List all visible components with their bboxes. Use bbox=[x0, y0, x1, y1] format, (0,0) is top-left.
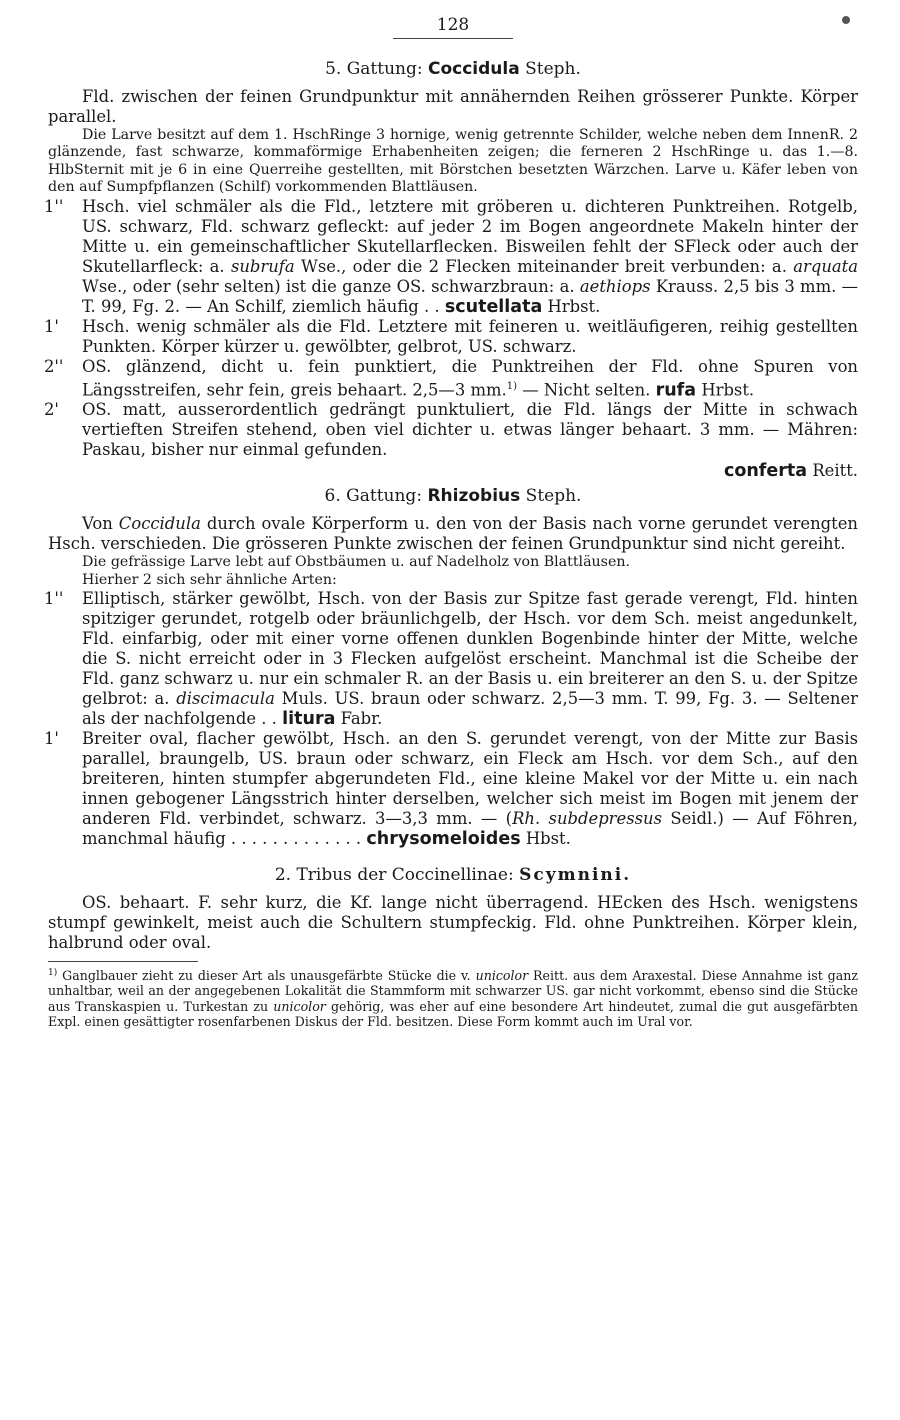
key-couplet-1a: 1'' Hsch. viel schmäler als die Fld., letztere mit gröberen u. dichteren Punktreihen. Rotgelb, US. schwarz, Fld. schwarz gefleckt: auf jeder 2 im Bogen angeordnete Makeln hinter der Mitte u. ein gemeinschaftlicher Skutellarflecken. Bisweilen fehlt der SFleck oder auch der Skutellarfleck: a. subrufa Wse., oder die 2 Flecken miteinander breit verbunden: a. arquata Wse., oder (sehr selten) ist die ganze OS. schwarzbraun: a. aethiops Krauss. 2,5 bis 3 mm. — T. 99, Fg. 2. — An Schilf, ziemlich häufig . . scutellata Hrbst. bbox=[44, 196, 859, 317]
couplet-number: 1'' bbox=[44, 196, 64, 216]
key-couplet-2a: 2'' OS. glänzend, dicht u. fein punktiert, die Punktreihen der Fld. ohne Spuren von Längsstreifen, sehr fein, greis behaart. 2,5—3 mm.$^{1)}$ — Nicht selten. rufa Hrbst. bbox=[44, 356, 858, 401]
couplet-number: 2' bbox=[44, 400, 59, 420]
genus-description: Fld. zwischen der feinen Grundpunktur mit annähernden Reihen grösserer Punkte. Körper parallel. bbox=[48, 87, 858, 126]
key-couplet-2b: 2' OS. matt, ausserordentlich gedrängt punktuliert, die Fld. längs der Mitte in schwach vertieften Streifen stehend, oben viel dichter u. etwas länger behaart. 3 mm. — Mähren: Paskau, bisher nur einmal gefunden. bbox=[44, 400, 858, 460]
species-name: scutellata bbox=[444, 296, 543, 317]
genus-name: Coccidula bbox=[428, 59, 520, 79]
larva-description: Die Larve besitzt auf dem 1. HschRinge 3 hornige, wenig getrennte Schilder, welche neben dem InnenR. 2 glänzende, fast schwarze, kommaförmige Erhabenheiten zeigen; die ferneren 2 HschRinge u. das 1.—8. HlbSternit mit je 6 in eine Querreihe gestellten, mit Börstchen besetzten Wärzchen. Larve u. Käfer leben von den auf Sumpfpflanzen (Schilf) vorkommenden Blattläusen. bbox=[48, 127, 858, 196]
couplet-number: 1' bbox=[44, 316, 59, 336]
footnote-mark: 1) bbox=[48, 967, 58, 978]
genus-heading-rhizobius: 6. Gattung: Rhizobius Steph. bbox=[324, 486, 582, 507]
tribus-heading: 2. Tribus der Coccinellinae: Scymnini. bbox=[274, 864, 632, 885]
couplet-number: 2'' bbox=[44, 356, 64, 376]
page-number: 128 bbox=[436, 15, 470, 35]
footnote-rule bbox=[48, 961, 198, 962]
couplet-number: 1'' bbox=[44, 588, 64, 608]
species-name: chrysomeloides bbox=[366, 828, 521, 849]
page-number-rule bbox=[393, 38, 513, 39]
tribus-description: OS. behaart. F. sehr kurz, die Kf. lange nicht überragend. HEcken des Hsch. wenigstens stumpf gewinkelt, meist auch die Schultern stumpfeckig. Fld. ohne Punktreihen. Körper klein, halbrund oder oval. bbox=[48, 892, 858, 952]
species-name: conferta bbox=[723, 461, 808, 482]
key-couplet-1b: 1' Hsch. wenig schmäler als die Fld. Letztere mit feineren u. weitläufigeren, reihig gestellten Punkten. Körper kürzer u. gewölbter, gelbrot, US. schwarz. bbox=[44, 316, 858, 356]
document-page bbox=[44, 14, 859, 1029]
species-intro: Hierher 2 sich sehr ähnliche Arten: bbox=[82, 571, 337, 588]
genus-name: Rhizobius bbox=[427, 486, 521, 507]
key-couplet-1b: 1' Breiter oval, flacher gewölbt, Hsch. an den S. gerundet verengt, von der Mitte zur Basis parallel, braungelb, US. braun oder schwarz, ein Fleck am Hsch. vor dem Sch., auf den breiteren, hinten stumpfer abgerundeten Fld., eine kleine Makel vor der Mitte u. ein nach innen gebogener Längsstrich hinter derselben, welcher sich meist im Bogen mit jenem der anderen Fld. verbindet, schwarz. 3—3,3 mm. — (Rh. subdepressus Seidl.) — Auf Föhren, manchmal häufig . . . . . . . . . . . . . chrysomeloides Hbst. bbox=[44, 728, 858, 849]
genus-description: Von Coccidula durch ovale Körperform u. den von der Basis nach vorne gerundet verengten Hsch. verschieden. Die grösseren Punkte zwischen der feinen Grundpunktur sind nicht gereiht. bbox=[48, 514, 858, 554]
species-name: litura bbox=[282, 708, 336, 729]
species-name: rufa bbox=[655, 380, 697, 401]
couplet-number: 1' bbox=[44, 728, 59, 748]
key-couplet-1a: 1'' Elliptisch, stärker gewölbt, Hsch. von der Basis zur Spitze fast gerade verengt, Fld. hinten spitziger gerundet, rotgelb oder bräunlichgelb, der Hsch. vor dem Sch. meist angedunkelt, Fld. einfarbig, oder mit einer vorne offenen dunklen Bogenbinde hinter der Mitte, welche die S. nicht erreicht oder in 3 Flecken aufgelöst erscheint. Manchmal ist die Scheibe der Fld. ganz schwarz u. nur ein schmaler R. an der Basis u. ein breiterer an den S. u. der Spitze gelbrot: a. discimacula Muls. US. braun oder schwarz. 2,5—3 mm. T. 99, Fg. 3. — Seltener als der nachfolgende . . litura Fabr. bbox=[44, 588, 858, 729]
footnote-ref: 1) bbox=[506, 380, 518, 392]
larva-description: Die gefrässige Larve lebt auf Obstbäumen u. auf Nadelholz von Blattläusen. bbox=[82, 554, 630, 571]
species-line-conferta: conferta Reitt. bbox=[723, 461, 858, 482]
genus-heading-coccidula: 5. Gattung: Coccidula Steph. bbox=[325, 59, 581, 79]
tribus-name: Scymnini. bbox=[519, 864, 632, 885]
footnote: $^{1)}$ Ganglbauer zieht zu dieser Art als unausgefärbte Stücke die v. unicolor Reitt. aus dem Araxestal. Diese Annahme ist ganz unhaltbar, weil an der angegebenen Lokalität die Stammform mit schwarzer US. gar nicht vorkommt, ebenso sind die Stücke aus Transkaspien u. Turkestan zu unicolor gehörig, was eher auf eine besondere Art hindeutet, zumal die gut ausgefärbten Expl. einen gesättigter rosenfarbenen Diskus der Fld. besitzen. Diese Form kommt auch im Ural vor. bbox=[48, 967, 858, 1029]
ink-spot bbox=[842, 16, 850, 24]
